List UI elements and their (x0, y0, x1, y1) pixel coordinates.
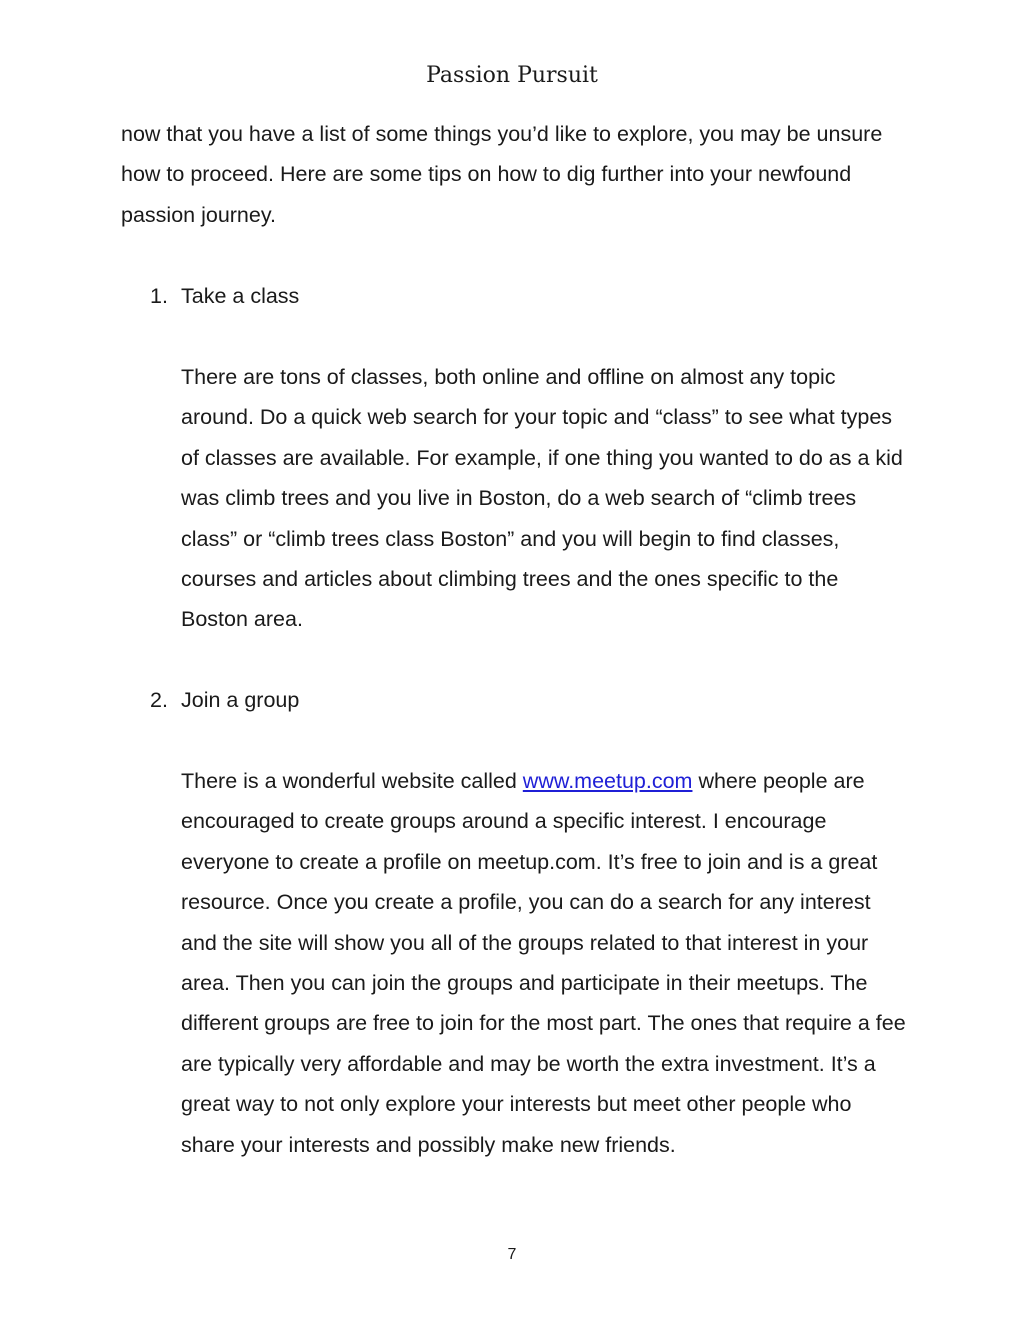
paragraph-text-after-link: where people are encouraged to create groups around a specific interest. I encourage everyone to create a profile on meetup.com. It’s free to join and is a great resource. Once you create a profile, you can do a search for any interest and the site will show you all of the groups related to that interest in your area. Then you can join the groups and participate in their meetups. The different groups are free to join for the most part. The ones that require a fee are typically very affordable and may be worth the extra investment. It’s a great way to not only explore your interests but meet other people who share your interests and possibly make new friends. (181, 769, 906, 1157)
page-number: 7 (507, 1246, 517, 1263)
take-a-class-paragraph: There are tons of classes, both online and offline on almost any topic around. Do a quick web search for your topic and “class” to see what types of classes are available. For example, if one thing you wanted to do as a kid was climb trees and you live in Boston, do a web search of “climb trees class” or “climb trees class Boston” and you will begin to find classes, courses and articles about climbing trees and the ones specific to the Boston area. (181, 365, 903, 632)
join-a-group-paragraph (181, 761, 911, 1165)
list-item-title: Join a group (181, 688, 300, 712)
list-item-take-a-class (150, 276, 910, 316)
intro-paragraph: now that you have a list of some things you’d like to explore, you may be unsure how to proceed. Here are some tips on how to dig further into your newfound passion journey. (121, 122, 883, 227)
list-item-join-a-group (150, 680, 910, 720)
list-item-title: Take a class (181, 284, 300, 308)
page-header-title: Passion Pursuit (426, 63, 598, 88)
list-number: 2. (150, 688, 168, 712)
meetup-link[interactable]: www.meetup.com (522, 769, 693, 793)
paragraph-text-before-link: There is a wonderful website called (181, 769, 523, 793)
list-number: 1. (150, 284, 168, 308)
